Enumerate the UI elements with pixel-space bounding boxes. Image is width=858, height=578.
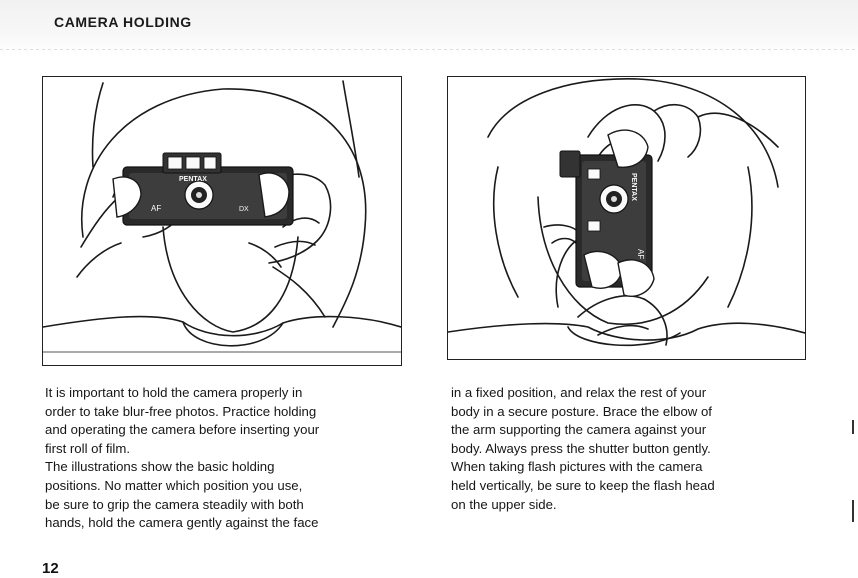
section-title: CAMERA HOLDING (54, 14, 192, 30)
camera-af-badge: AF (636, 249, 645, 260)
illustration-horizontal-hold (42, 76, 402, 366)
body-line: the arm supporting the camera against your (451, 422, 707, 438)
camera-dx-badge: DX (239, 206, 249, 213)
body-line: The illustrations show the basic holding (45, 459, 275, 475)
vertical-hold-drawing (448, 77, 805, 359)
body-line: on the upper side. (451, 496, 557, 512)
body-line: When taking flash pictures with the camera (451, 459, 703, 475)
scan-edge-mark (852, 420, 854, 434)
illustration-vertical-hold (447, 76, 806, 360)
body-line: body in a secure posture. Brace the elbow of (451, 403, 712, 419)
body-line: hands, hold the camera gently against the face (45, 515, 319, 531)
body-line: It is important to hold the camera properly in (45, 385, 303, 400)
body-line: positions. No matter which position you use, (45, 477, 303, 493)
body-line: first roll of film. (45, 440, 130, 456)
page-number: 12 (42, 560, 59, 577)
body-line: and operating the camera before inserting your (45, 422, 320, 438)
body-text-right-column (451, 384, 796, 514)
body-text-left-column (45, 384, 390, 533)
camera-brand-label: PENTAX (179, 176, 207, 183)
scan-edge-mark (852, 500, 854, 522)
body-line: in a fixed position, and relax the rest of your (451, 385, 707, 400)
body-line: order to take blur-free photos. Practice holding (45, 403, 317, 419)
horizontal-hold-drawing (43, 77, 401, 365)
camera-brand-label: PENTAX (630, 173, 637, 201)
camera-af-badge: AF (151, 204, 162, 213)
body-line: be sure to grip the camera steadily with both (45, 496, 304, 512)
body-line: body. Always press the shutter button gently. (451, 440, 711, 456)
body-line: held vertically, be sure to keep the flash head (451, 477, 715, 493)
